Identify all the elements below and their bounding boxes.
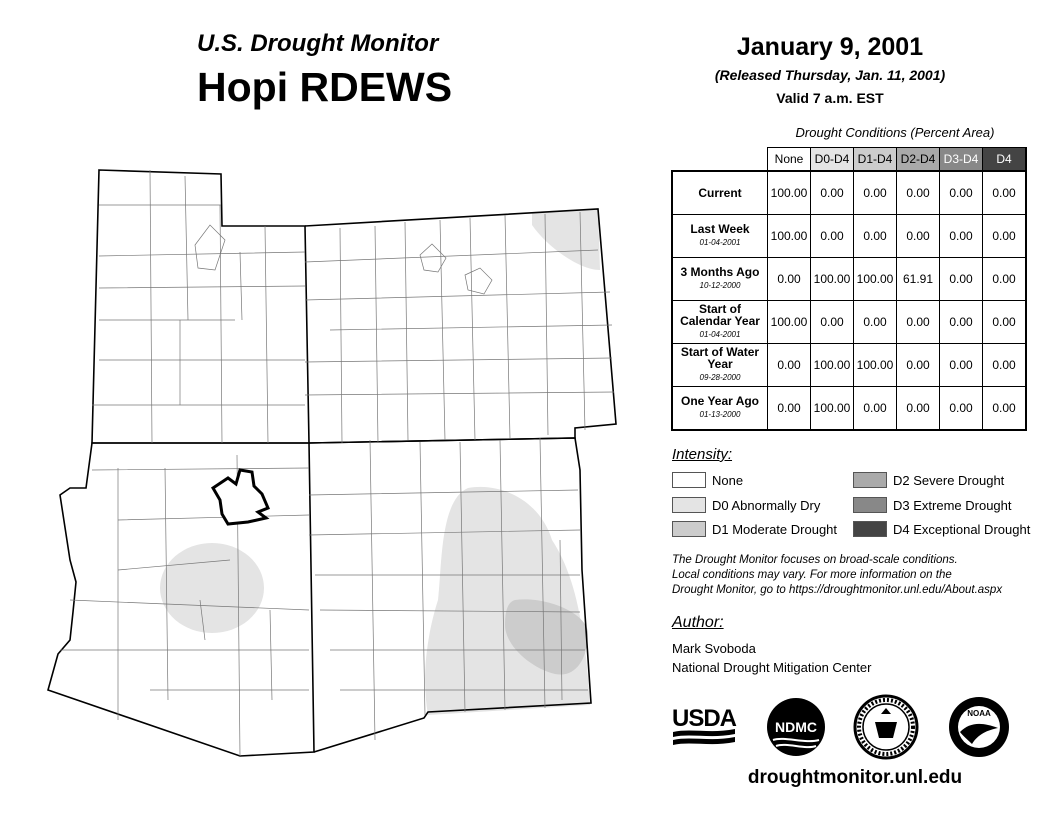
row-date: 10-12-2000 [699, 281, 741, 290]
table-cell: 100.00 [768, 301, 811, 344]
legend-item-none [672, 470, 743, 490]
hopi-reservation-outline [213, 470, 268, 524]
noaa-logo-text: NOAA [967, 709, 991, 718]
table-row [672, 344, 1026, 387]
table-row [672, 215, 1026, 258]
table-cell: 0.00 [768, 387, 811, 431]
table-cell: 100.00 [768, 215, 811, 258]
table-cell: 0.00 [983, 171, 1027, 215]
drought-conditions-table [671, 147, 1027, 431]
legend-item-d3 [853, 495, 1012, 515]
legend-label: None [712, 472, 744, 488]
table-cell: 0.00 [854, 171, 897, 215]
legend-label: D0 Abnormally Dry [712, 497, 821, 513]
column-header: D0-D4 [811, 148, 854, 172]
table-cell: 0.00 [983, 301, 1027, 344]
table-cell: 0.00 [983, 215, 1027, 258]
table-row [672, 301, 1026, 344]
row-date: 01-04-2001 [699, 330, 741, 339]
release-date: (Released Thursday, Jan. 11, 2001) [714, 67, 946, 83]
valid-time: Valid 7 a.m. EST [776, 90, 884, 106]
legend-item-d1 [672, 519, 837, 539]
table-cell: 0.00 [768, 258, 811, 301]
table-cell: 61.91 [897, 258, 940, 301]
row-label: One Year Ago 01-13-2000 [672, 387, 768, 431]
table-cell: 0.00 [897, 344, 940, 387]
table-corner [672, 148, 768, 172]
row-label: Last Week 01-04-2001 [672, 215, 768, 258]
legend-swatch [853, 521, 887, 537]
row-label: Start of Water Year 09-28-2000 [672, 344, 768, 387]
author-name: Mark Svoboda [672, 641, 756, 656]
table-row [672, 387, 1026, 431]
row-date: 01-04-2001 [699, 238, 741, 247]
author-organization: National Drought Mitigation Center [672, 660, 872, 675]
ndmc-logo [765, 696, 827, 758]
d0-area-nm [425, 487, 590, 715]
column-header: D3-D4 [940, 148, 983, 172]
row-label: Start of Calendar Year 01-04-2001 [672, 301, 768, 344]
legend-swatch [853, 472, 887, 488]
legend-swatch [672, 521, 706, 537]
table-cell: 0.00 [897, 215, 940, 258]
ndmc-logo-text: NDMC [775, 719, 817, 735]
table-cell: 0.00 [897, 387, 940, 431]
column-header: D1-D4 [854, 148, 897, 172]
table-cell: 100.00 [768, 171, 811, 215]
table-cell: 0.00 [940, 215, 983, 258]
table-cell: 0.00 [768, 344, 811, 387]
legend-swatch [853, 497, 887, 513]
table-cell: 0.00 [940, 171, 983, 215]
table-cell: 0.00 [897, 171, 940, 215]
column-header: D4 [983, 148, 1027, 172]
table-caption: Drought Conditions (Percent Area) [795, 125, 995, 140]
table-cell: 100.00 [811, 387, 854, 431]
table-cell: 0.00 [811, 301, 854, 344]
map-title: Hopi RDEWS [197, 64, 453, 110]
table-cell: 0.00 [940, 387, 983, 431]
d0-area-az [160, 543, 264, 633]
table-cell: 100.00 [854, 258, 897, 301]
table-cell: 100.00 [854, 344, 897, 387]
table-cell: 0.00 [854, 215, 897, 258]
note-line: The Drought Monitor focuses on broad-scale conditions. [672, 554, 958, 566]
table-cell: 0.00 [811, 171, 854, 215]
table-cell: 0.00 [940, 258, 983, 301]
usda-logo-text: USDA [672, 705, 737, 732]
map-date: January 9, 2001 [736, 33, 924, 61]
author-heading: Author: [672, 614, 724, 631]
table-cell: 0.00 [983, 387, 1027, 431]
row-label: Current [672, 171, 768, 215]
column-header: None [768, 148, 811, 172]
usda-logo [671, 700, 737, 750]
legend-swatch [672, 497, 706, 513]
table-cell: 0.00 [940, 344, 983, 387]
table-row [672, 258, 1026, 301]
table-cell: 100.00 [811, 344, 854, 387]
legend-swatch [672, 472, 706, 488]
noaa-logo [948, 696, 1010, 758]
website-url[interactable]: droughtmonitor.unl.edu [747, 767, 963, 788]
row-label: 3 Months Ago 10-12-2000 [672, 258, 768, 301]
note-line: Drought Monitor, go to https://droughtmonitor.unl.edu/About.aspx [672, 584, 1003, 596]
legend-label: D2 Severe Drought [893, 472, 1005, 488]
table-cell: 0.00 [983, 258, 1027, 301]
table-cell: 0.00 [983, 344, 1027, 387]
legend-label: D1 Moderate Drought [712, 521, 838, 537]
legend-label: D3 Extreme Drought [893, 497, 1012, 513]
legend-item-d0 [672, 495, 820, 515]
legend-label: D4 Exceptional Drought [893, 521, 1031, 537]
table-cell: 0.00 [940, 301, 983, 344]
table-cell: 0.00 [854, 301, 897, 344]
table-cell: 0.00 [897, 301, 940, 344]
drought-areas [160, 208, 600, 715]
map-supertitle: U.S. Drought Monitor [197, 30, 439, 57]
table-cell: 0.00 [854, 387, 897, 431]
column-header: D2-D4 [897, 148, 940, 172]
table-cell: 100.00 [811, 258, 854, 301]
row-date: 01-13-2000 [699, 410, 741, 419]
legend-item-d4 [853, 519, 1030, 539]
doc-seal-logo [853, 694, 919, 760]
note-line: Local conditions may vary. For more information on the [672, 569, 952, 581]
table-cell: 0.00 [811, 215, 854, 258]
table-row [672, 171, 1026, 215]
legend-item-d2 [853, 470, 1004, 490]
legend-title: Intensity: [672, 446, 733, 463]
disclaimer-note [672, 553, 1042, 598]
d0-area-co [532, 208, 600, 270]
row-date: 09-28-2000 [699, 373, 741, 382]
